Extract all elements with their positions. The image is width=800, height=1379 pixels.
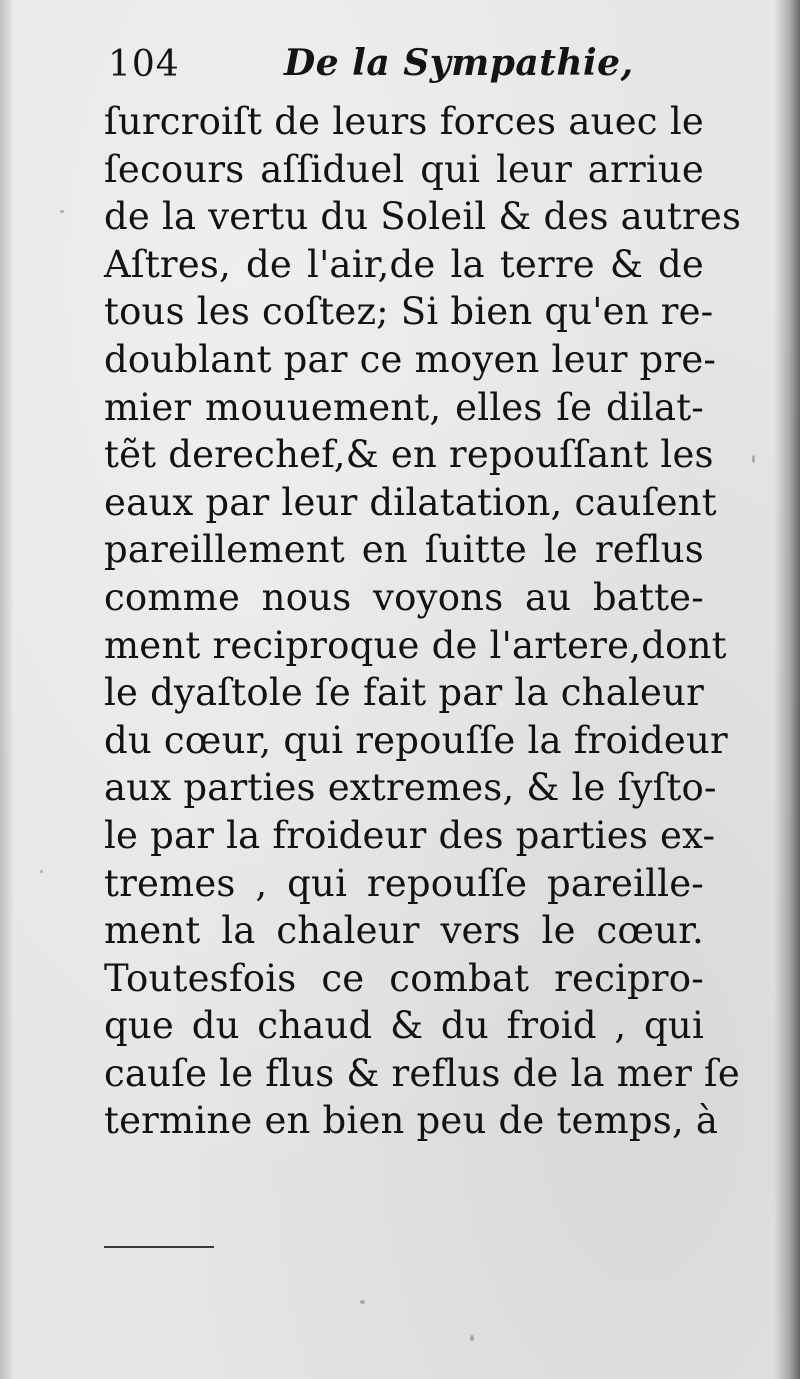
text-line: eaux par leur dilatation, cauſent bbox=[104, 480, 717, 524]
text-line: de la vertu du Soleil & des autres bbox=[104, 195, 742, 239]
text-line: mier mouuement, elles ſe dilat- bbox=[104, 385, 704, 429]
text-line: ment reciproque de l'artere,dont bbox=[104, 623, 727, 667]
page-binding-shadow bbox=[774, 0, 800, 1379]
text-line: ment la chaleur vers le cœur. bbox=[104, 909, 704, 953]
text-line: Aſtres, de l'air,de la terre & de bbox=[104, 242, 704, 286]
text-line: comme nous voyons au batte- bbox=[104, 575, 704, 619]
body-text bbox=[104, 98, 742, 1145]
paper-speck bbox=[470, 1335, 474, 1341]
underline-mark bbox=[104, 1246, 214, 1248]
text-line: ſecours aſſiduel qui leur arriue bbox=[104, 147, 704, 191]
text-line: le par la froideur des parties ex- bbox=[104, 813, 716, 857]
text-line: pareillement en ſuitte le reflus bbox=[104, 528, 704, 572]
text-line: cauſe le flus & reflus de la mer ſe bbox=[104, 1051, 740, 1095]
text-line: tremes , qui repouſſe pareille- bbox=[104, 861, 704, 905]
running-head: De la Sympathie, bbox=[284, 42, 634, 84]
text-line: Toutesfois ce combat recipro- bbox=[104, 956, 704, 1000]
paper-speck bbox=[40, 870, 43, 873]
page-number: 104 bbox=[108, 44, 180, 85]
paper-speck bbox=[60, 210, 64, 213]
text-line: le dyaſtole ſe fait par la chaleur bbox=[104, 671, 704, 715]
text-line: doublant par ce moyen leur pre- bbox=[104, 337, 717, 381]
text-line: ſurcroiſt de leurs forces auec le bbox=[104, 100, 704, 143]
paper-speck bbox=[752, 455, 755, 463]
text-line: termine en bien peu de temps, à bbox=[104, 1099, 719, 1143]
text-line: tous les coſtez; Si bien qu'en re- bbox=[104, 290, 714, 334]
page-header bbox=[108, 40, 708, 96]
text-line: aux parties extremes, & le ſyſto- bbox=[104, 766, 717, 810]
text-line: tẽt derechef,& en repouſſant les bbox=[104, 433, 714, 477]
text-line: du cœur, qui repouſſe la froideur bbox=[104, 718, 728, 762]
page-left-shadow bbox=[0, 0, 14, 1379]
paper-speck bbox=[360, 1300, 365, 1304]
text-line: que du chaud & du froid , qui bbox=[104, 1004, 704, 1048]
